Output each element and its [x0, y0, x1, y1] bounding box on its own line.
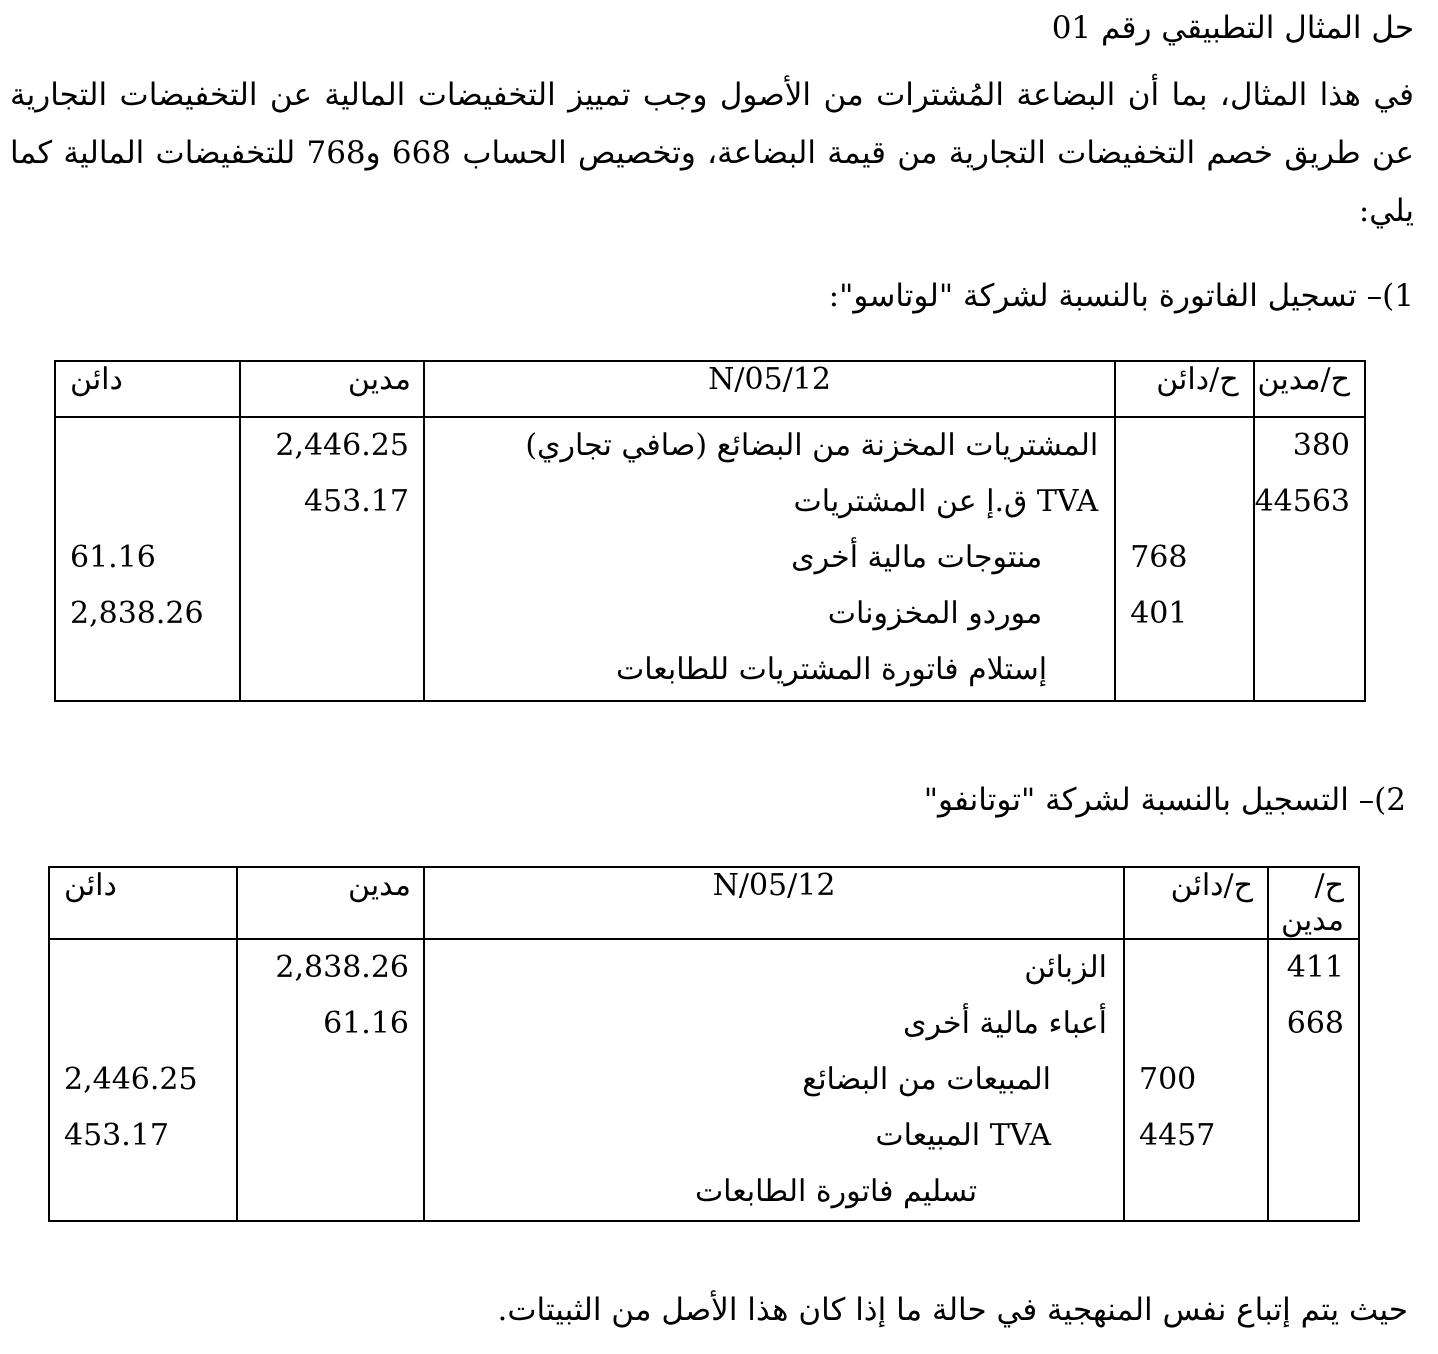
- credit-amount: [64, 940, 236, 996]
- page-title: حل المثال التطبيقي رقم 01: [1051, 10, 1414, 46]
- credit-account: 768: [1130, 540, 1188, 575]
- entry-description: موردو المخزونات: [827, 596, 1043, 631]
- header-credit: دائن: [55, 361, 240, 417]
- intro-paragraph: في هذا المثال، بما أن البضاعة المُشترات من الأصول وجب تمييز التخفيضات المالية عن التخفيضات التجارية عن طريق خصم التخفيضات التجارية من قيمة البضاعة، وتخصيص الحساب 668 و768 للتخفيضات المالية كما يلي:: [10, 77, 1415, 229]
- entry-note: تسليم فاتورة الطابعات: [694, 1174, 978, 1209]
- debit-account: [1269, 1164, 1344, 1220]
- credit-account: 4457: [1139, 1118, 1216, 1153]
- table-body-row: [55, 417, 1365, 701]
- credit-amount: 453.17: [64, 1118, 169, 1153]
- credit-account: [1130, 474, 1252, 530]
- debit-amounts-column: [240, 417, 424, 701]
- entry-description: TVA المبيعات: [875, 1118, 1051, 1153]
- header-debit: مدين: [240, 361, 424, 417]
- credit-account: [1139, 1164, 1267, 1220]
- conclusion-text: حيث يتم إتباع نفس المنهجية في حالة ما إذا كان هذا الأصل من الثبيتات.: [497, 1292, 1408, 1328]
- debit-amount: 2,838.26: [275, 950, 409, 985]
- debit-account: [1255, 586, 1350, 642]
- table-header-row: [55, 361, 1365, 417]
- debit-account: [1255, 530, 1350, 586]
- credit-amount: [70, 642, 239, 698]
- header-credit: دائن: [49, 867, 237, 939]
- debit-amounts-column: [237, 939, 424, 1221]
- header-date: N/05/12: [424, 361, 1115, 417]
- credit-amount: [70, 474, 239, 530]
- entry-description: المشتريات المخزنة من البضائع (صافي تجاري): [525, 428, 1099, 463]
- debit-amount: 2,446.25: [275, 428, 409, 463]
- credit-amounts-column: [55, 417, 240, 701]
- debit-account: 380: [1292, 428, 1350, 463]
- header-credit-account: ح/دائن: [1115, 361, 1253, 417]
- credit-amount: [64, 1164, 236, 1220]
- entry-description: TVA ق.إ عن المشتريات: [793, 484, 1099, 519]
- credit-amount: [64, 996, 236, 1052]
- credit-accounts-column: [1124, 939, 1268, 1221]
- table-body-row: [49, 939, 1359, 1221]
- debit-amount: 61.16: [323, 1006, 409, 1041]
- entry-description: منتوجات مالية أخرى: [791, 540, 1043, 575]
- credit-amounts-column: [49, 939, 237, 1221]
- debit-accounts-column: [1268, 939, 1359, 1221]
- debit-account: 44563: [1254, 484, 1350, 519]
- journal-entry-table-1: [54, 360, 1366, 702]
- debit-amount: 453.17: [303, 484, 409, 519]
- credit-amount: 2,838.26: [70, 596, 204, 631]
- header-debit-account: ح/مدين: [1254, 361, 1365, 417]
- entry-description: المبيعات من البضائع: [802, 1062, 1051, 1097]
- header-credit-account: ح/دائن: [1124, 867, 1268, 939]
- debit-accounts-column: [1254, 417, 1365, 701]
- debit-account: [1255, 642, 1350, 698]
- credit-amount: 2,446.25: [64, 1062, 198, 1097]
- debit-amount: [241, 586, 409, 642]
- credit-account: [1130, 418, 1252, 474]
- credit-amount: [70, 418, 239, 474]
- entry-note: إستلام فاتورة المشتريات للطابعات: [616, 652, 1048, 687]
- debit-amount: [238, 1108, 409, 1164]
- descriptions-column: [424, 939, 1124, 1221]
- credit-account: 401: [1130, 596, 1188, 631]
- debit-amount: [241, 530, 409, 586]
- debit-account: [1269, 1108, 1344, 1164]
- debit-account: 411: [1286, 950, 1344, 985]
- credit-account: [1139, 940, 1267, 996]
- credit-amount: 61.16: [70, 540, 156, 575]
- debit-account: 668: [1286, 1006, 1344, 1041]
- section-1-heading: 1)– تسجيل الفاتورة بالنسبة لشركة "لوتاسو":: [828, 278, 1414, 314]
- credit-account: [1130, 642, 1252, 698]
- credit-accounts-column: [1115, 417, 1253, 701]
- section-2-heading: 2)– التسجيل بالنسبة لشركة "توتانفو": [923, 782, 1406, 818]
- debit-amount: [241, 642, 409, 698]
- table-header-row: [49, 867, 1359, 939]
- debit-account: [1269, 1052, 1344, 1108]
- debit-amount: [238, 1052, 409, 1108]
- credit-account: 700: [1139, 1062, 1197, 1097]
- header-debit-account: ح/مدين: [1268, 867, 1359, 939]
- header-date: N/05/12: [424, 867, 1124, 939]
- header-debit: مدين: [237, 867, 424, 939]
- descriptions-column: [424, 417, 1115, 701]
- credit-account: [1139, 996, 1267, 1052]
- journal-entry-table-2: [48, 866, 1360, 1222]
- debit-amount: [238, 1164, 409, 1220]
- entry-description: أعباء مالية أخرى: [902, 1006, 1107, 1041]
- entry-description: الزبائن: [1024, 950, 1107, 985]
